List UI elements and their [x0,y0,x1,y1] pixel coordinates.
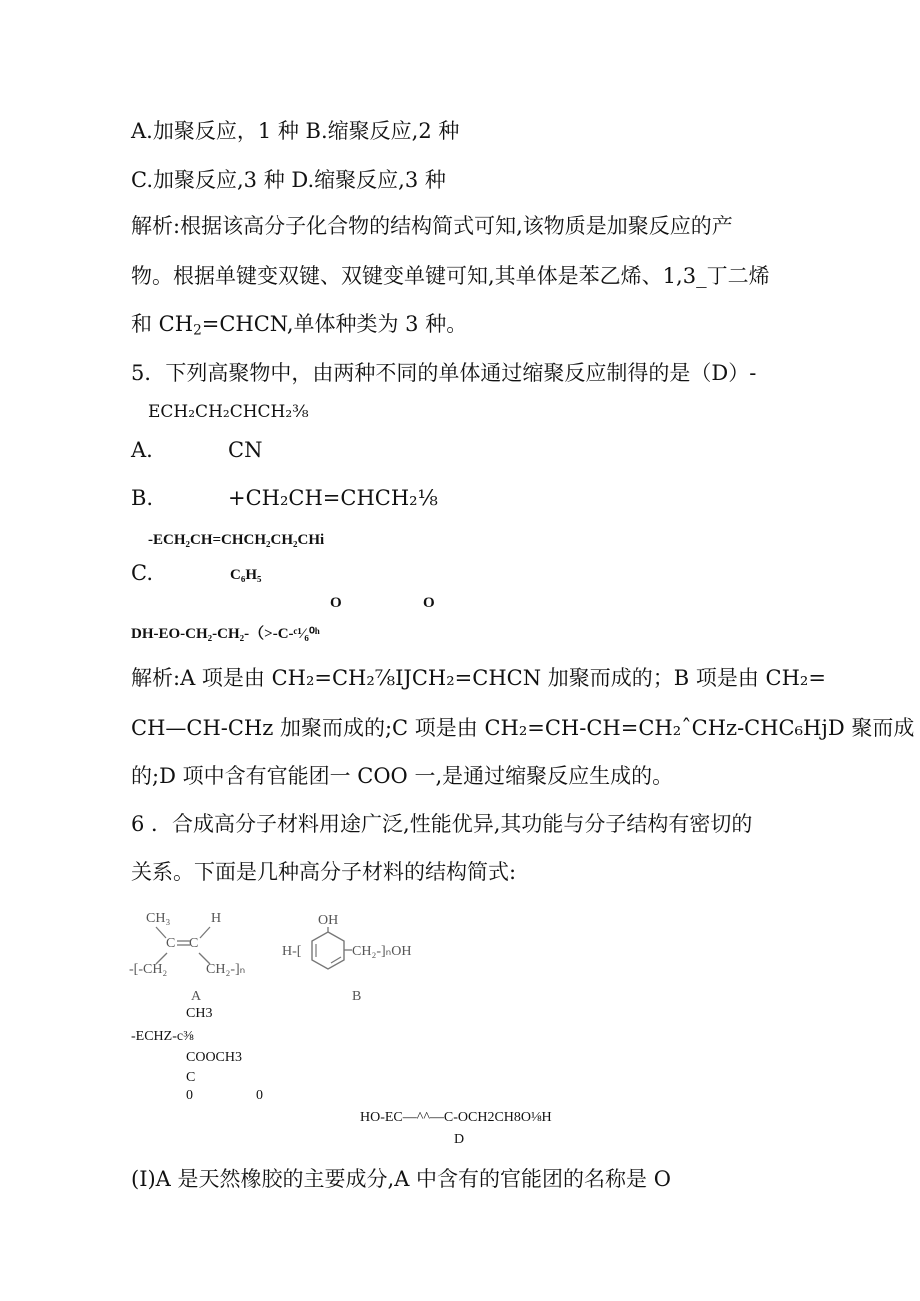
structure-d-formula: HO-EC—^^—C-OCH2CH8O⅛H [360,1110,552,1125]
explanation-line-2: 物。根据单键变双键、双键变单键可知,其单体是苯乙烯、1,3_丁二烯 [131,264,770,288]
structure-d-oxygen-1: 0 [186,1088,193,1103]
structure-d-label: D [454,1132,465,1147]
structure-b-hydroxyl: OH [318,913,339,928]
option-line-cd: C.加聚反应,3 种 D.缩聚反应,3 种 [131,168,446,192]
option-line-ab: A.加聚反应，1 种 B.缩聚反应,2 种 [131,119,460,143]
option-c-substituent: C₆H₅ [230,567,262,583]
question-5: 5．下列高聚物中，由两种不同的单体通过缩聚反应制得的是（D）- [131,361,757,385]
option-a-label: A. [131,438,153,462]
structure-c-chain: -ECHZ-c⅜ [131,1029,194,1044]
q5-explanation-3: 的;D 项中含有官能团一 COO 一,是通过缩聚反应生成的。 [131,764,674,788]
structure-c-methyl: CH3 [186,1006,213,1021]
q5-explanation-2: CH—CH-CHz 加聚而成的;C 项是由 CH₂=CH-CH=CH₂ˆCHz-CHC₆HjD 聚而成 [131,716,915,740]
structure-a-label: A [191,989,202,1004]
option-d-oxygen-2: O [423,595,435,611]
question-6-line-2: 关系。下面是几种高分子材料的结构简式: [131,860,517,884]
explanation-line-3: 和 $CH_2=CHCN$,单体种类为 3 种。 [131,312,468,339]
structure-a-carbon-2: C [189,936,199,951]
structure-a-right-end: CH₂-]ₙ [206,962,246,977]
structure-a-methyl: CH₃ [146,911,171,926]
option-a-formula-top: ECH₂CH₂CHCH₂⅜ [148,402,309,422]
question-6-line-1: 6 ．合成高分子材料用途广泛,性能优异,其功能与分子结构有密切的 [131,812,753,836]
structure-b-label: B [352,989,362,1004]
option-d-oxygen-1: O [330,595,342,611]
option-b-label: B. [131,486,154,510]
option-c-formula-top: -ECH₂CH=CHCH₂CH₂CHi [148,532,325,548]
structure-a-left-end: -[-CH₂ [129,962,168,977]
structure-b-right-end: CH₂-]ₙOH [352,944,412,959]
explanation-line-1: 解析:根据该高分子化合物的结构简式可知,该物质是加聚反应的产 [131,214,733,238]
option-d-formula: DH-EO-CH₂-CH₂-（>-C-ᶜ¹⁄₆⁰ʰ [131,626,320,642]
sub-question-1: (I)A 是天然橡胶的主要成分,A 中含有的官能团的名称是 O [131,1167,671,1191]
structure-a-hydrogen: H [211,911,222,926]
structure-d-carbon: C [186,1070,196,1085]
structure-c-ester: COOCH3 [186,1050,243,1065]
q5-explanation-1: 解析:A 项是由 CH₂=CH₂⅞IJCH₂=CHCN 加聚而成的；B 项是由 CH₂= [131,666,826,690]
structure-d-oxygen-2: 0 [256,1088,263,1103]
structure-a-carbon-1: C [166,936,176,951]
option-c-label: C. [131,561,153,585]
option-b-formula: +CH₂CH=CHCH₂⅛ [228,486,438,510]
structure-b-left-end: H-[ [282,944,302,959]
option-a-substituent: CN [228,438,263,462]
